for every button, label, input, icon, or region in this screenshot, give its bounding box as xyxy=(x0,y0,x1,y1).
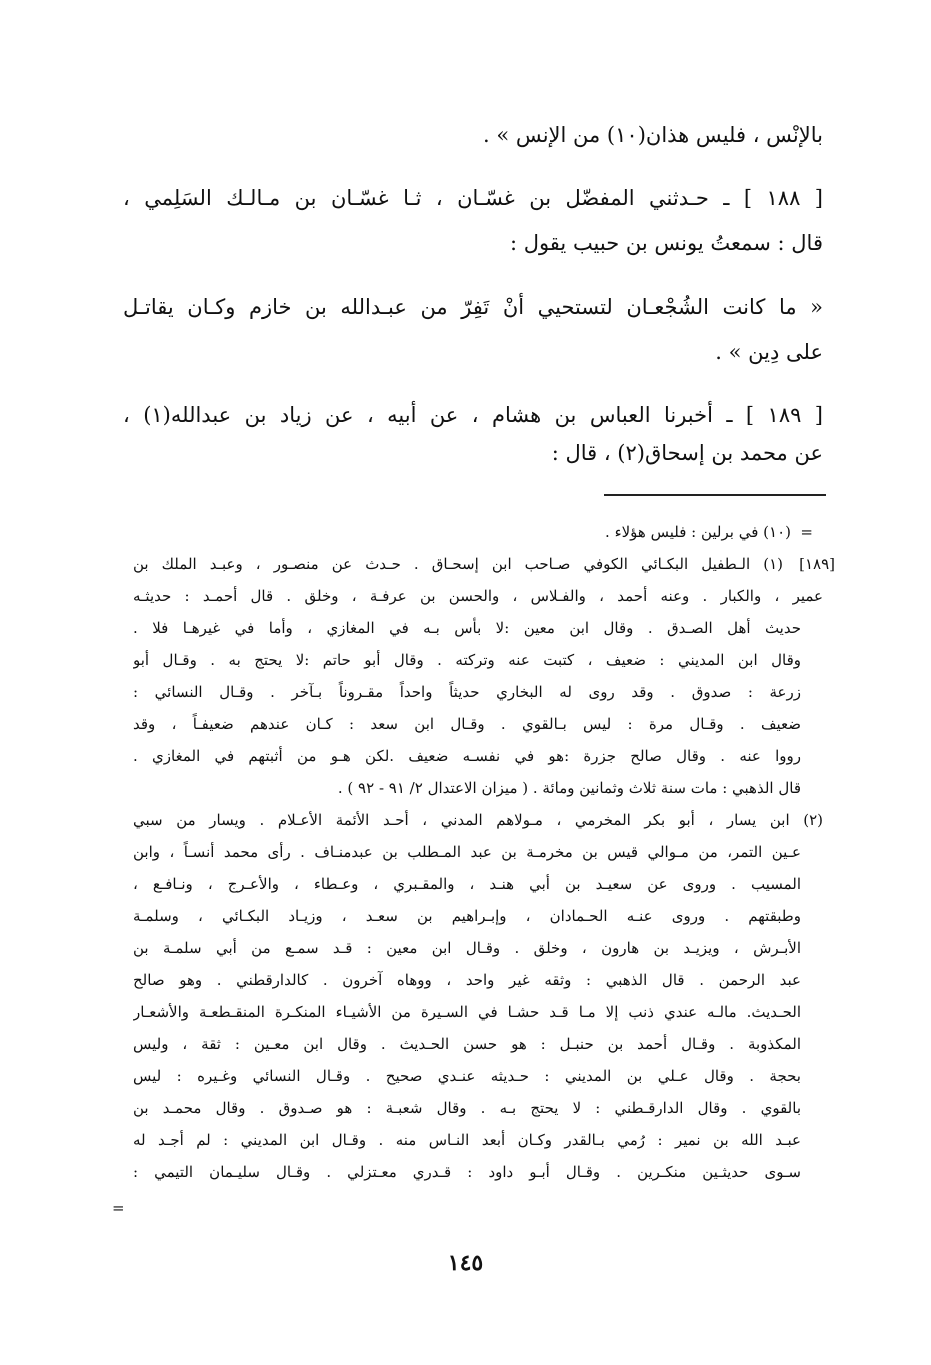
footnote-continuation-marker: = xyxy=(800,523,813,541)
footnote-line: عـين التمر، من مـوالي قيس بن مخرمـة بن عبد المـطلب بن عبدمنـاف . رأى محمد أنسـاً ، وابن xyxy=(133,843,801,861)
footnote-line: سـوى حديثـين منكـرين . وقـال أبـو داود : قـدري معـتزلي . وقـال سليـمان التيمي : xyxy=(133,1163,801,1181)
footnote-line: الحـديث. مالـه عندي ذنب إلا مـا قـد حشـا في السـيرة من الأشيـاء المنكـرة المنقـطعـة والأشعـار xyxy=(133,1003,801,1021)
footnote-line: قال الذهبي : مات سنة ثلاث وثمانين ومائة . ( ميزان الاعتدال ٢/ ٩١ - ٩٢ ) . xyxy=(337,779,801,797)
footnote-line: ضعيف . وقـال مرة : ليس بـالقوي . وقـال ابن سعد : كـان عندهم ضعيفـاً ، وقد xyxy=(133,715,801,733)
footnote-line: عبـد الله بن نمير : رُمي بـالقدر وكـان أبعد النـاس منه . وقـال ابن المديني : لم أجـد له xyxy=(133,1131,801,1149)
footnote-line: (١) الـطفيل البكـائي الكوفي صـاحب ابن إسحـاق . حـدث عن منصـور ، وعبـد الملك بن xyxy=(133,555,783,573)
footnote-line: حديث أهل الصـدق . وقال ابن معين :لا بأس بـه في المغازي ، وأما في غيرهـا فلا . xyxy=(133,619,801,637)
footnote-line: وقال ابن المديني : ضعيف ، كتبت عنه وتركته . وقال أبو حاتم :لا يحتج به . وقـال أبو xyxy=(133,651,801,669)
footnote-line: عبد الرحمن . قال الذهبي : وثقه غير واحد ، ووهاه آخرون . كالدارقطني . وهو صالح xyxy=(133,971,801,989)
footnote-line: عمير ، والكبار . وعنه أحمد ، والفـلاس ، والحسن بن عرفـة ، وخلق . قال أحمـد : حديثـه xyxy=(133,587,823,605)
footnote-line: (٢) ابن يسار ، أبو بكر المخرمي ، مـولاهم المدني ، أحـد الأئمة الأعـلام . ويسار من سبي xyxy=(133,811,823,829)
main-text-line: [ ١٨٩ ] ـ أخبرنا العباس بن هشام ، عن أبيه ، عن زياد بن عبدالله(١) ، xyxy=(123,403,823,427)
footnote-line: المكذوبة . وقـال أحمد بن حنبـل : هو حسن الحـديث . وقال ابن معـين : ثقة ، وليس xyxy=(133,1035,801,1053)
footnote-line: بالقوي . وقال الدارقـطني : لا يحتج بـه . وقال شعبـة : هو صـدوق . وقال محمـد بن xyxy=(133,1099,801,1117)
main-text-line: قال : سمعتُ يونس بن حبيب يقول : xyxy=(509,231,823,255)
footnote-line: بحجة . وقال عـلي بن المديني : حـديثه عنـدي صحيح . وقـال النسائي وغـيره : ليس xyxy=(133,1067,801,1085)
main-text-line: « ما كانت الشُجْعـان لتستحيي أنْ تَفِرّ من عبـدالله بن خازم وكـان يقاتـل xyxy=(123,295,823,319)
footnote-separator xyxy=(604,494,826,496)
footnote-line: وطبقتهم . وروى عنـه الحـمادان ، وإبـراهيم بن سعـد ، وزيـاد البكـائي ، وسلمـة xyxy=(133,907,801,925)
footnote-10: (١٠) في برلين : فليس هؤلاء . xyxy=(605,523,791,541)
main-text-line: [ ١٨٨ ] ـ حـدثني المفضّل بن غسّـان ، ثـا غسّـان بن مـالـك السَلِمي ، xyxy=(123,186,823,210)
continuation-marker: = xyxy=(112,1199,125,1217)
main-text-line: بالإنْس ، فليس هذان(١٠) من الإنس » . xyxy=(483,123,823,147)
page-number: ١٤٥ xyxy=(447,1250,484,1276)
footnote-group-marker: [١٨٩] xyxy=(799,555,835,573)
footnote-line: زرعة : صدوق . وقد روى له البخاري حديثاً واحداً مقـروناً بـآخر . وقـال النسائي : xyxy=(133,683,801,701)
main-text-line: عن محمد بن إسحاق(٢) ، قال : xyxy=(551,441,823,465)
footnote-line: رووا عنه . وقال صالح جزرة :هو في نفسـه ضعيف .لكن هـو من أثبتهم في المغازي . xyxy=(133,747,801,765)
footnote-line: الأبـرش ، ويزيـد بن هارون ، وخلق . وقـال ابن معين : قـد سمـع من أبي سلمـة بن xyxy=(133,939,801,957)
footnote-line: المسيب . وروى عن سعيـد بن أبي هنـد ، والمقـبري ، وعـطاء ، والأعـرج ، ونـافـع ، xyxy=(133,875,801,893)
main-text-line: على دِين » . xyxy=(715,340,823,364)
